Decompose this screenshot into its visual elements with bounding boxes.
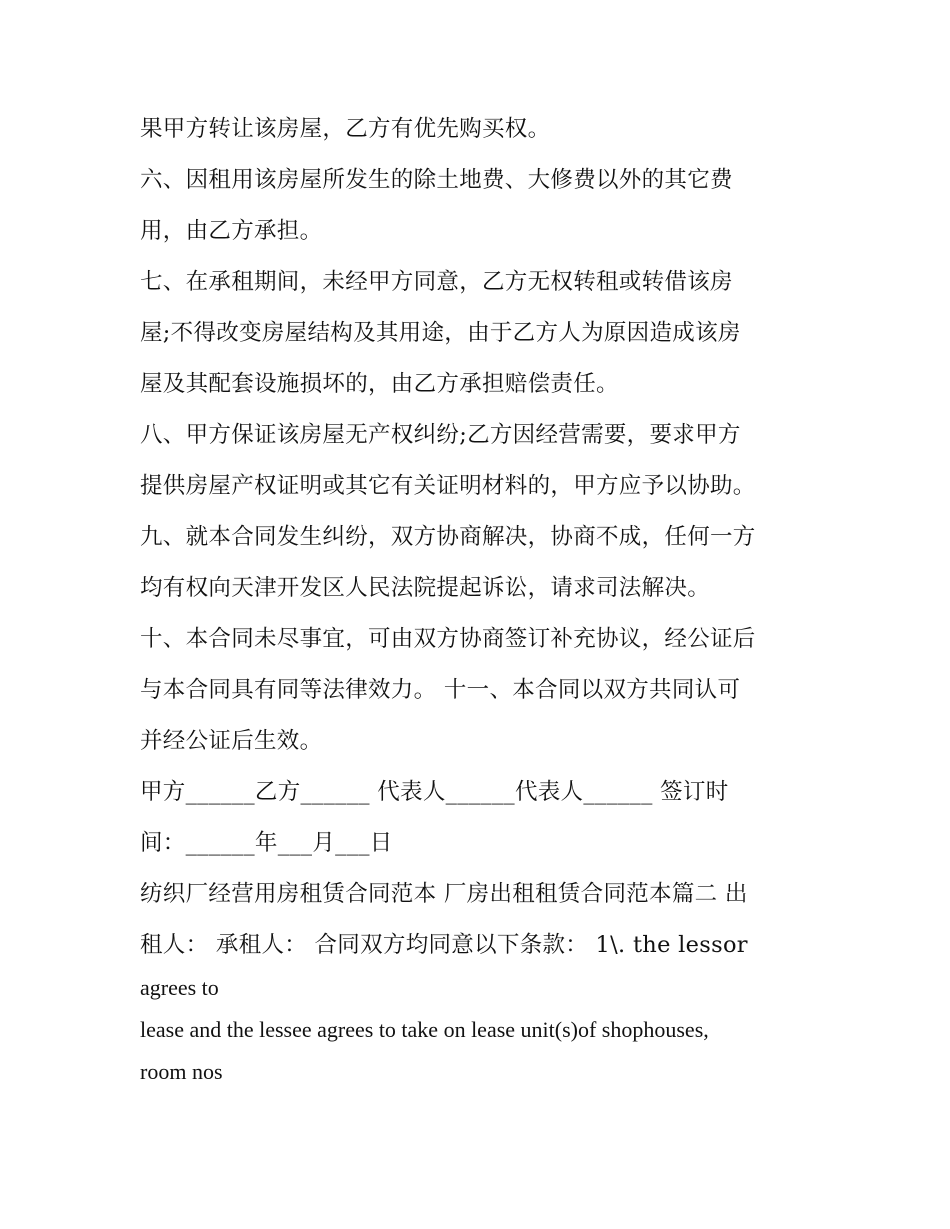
text-line: 与本合同具有同等法律效力。 十一、本合同以双方共同认可 [140,677,741,703]
text-line: 用，由乙方承担。 [140,218,323,244]
english-text-line: lease and the lessee agrees to take on lease unit(s)of shophouses, [140,1017,709,1042]
text-line: 屋;不得改变房屋结构及其用途，由于乙方人为原因造成该房 [140,320,741,346]
text-line: 八、甲方保证该房屋无产权纠纷;乙方因经营需要，要求甲方 [140,422,741,448]
text-line: 提供房屋产权证明或其它有关证明材料的，甲方应予以协助。 [140,473,756,499]
text-line: 均有权向天津开发区人民法院提起诉讼，请求司法解决。 [140,575,711,601]
english-text-line: agrees to [140,975,219,1000]
date-line: 间：______年___月___日 [140,830,393,856]
text-line: 租人： 承租人： 合同双方均同意以下条款： 1\. the lessor [140,932,748,958]
text-line: 屋及其配套设施损坏的，由乙方承担赔偿责任。 [140,371,619,397]
english-text-line: room nos [140,1059,223,1084]
signature-line: 甲方______乙方______ 代表人______代表人______ 签订时 [140,779,729,805]
section-heading-line: 纺织厂经营用房租赁合同范本 厂房出租租赁合同范本篇二 出 [140,881,748,907]
text-line: 并经公证后生效。 [140,728,323,754]
text-line: 果甲方转让该房屋，乙方有优先购买权。 [140,116,551,142]
text-line: 九、就本合同发生纠纷，双方协商解决，协商不成，任何一方 [140,524,756,550]
text-line: 十、本合同未尽事宜，可由双方协商签订补充协议，经公证后 [140,626,756,652]
text-line: 六、因租用该房屋所发生的除土地费、大修费以外的其它费 [140,167,733,193]
text-line: 七、在承租期间，未经甲方同意，乙方无权转租或转借该房 [140,269,733,295]
